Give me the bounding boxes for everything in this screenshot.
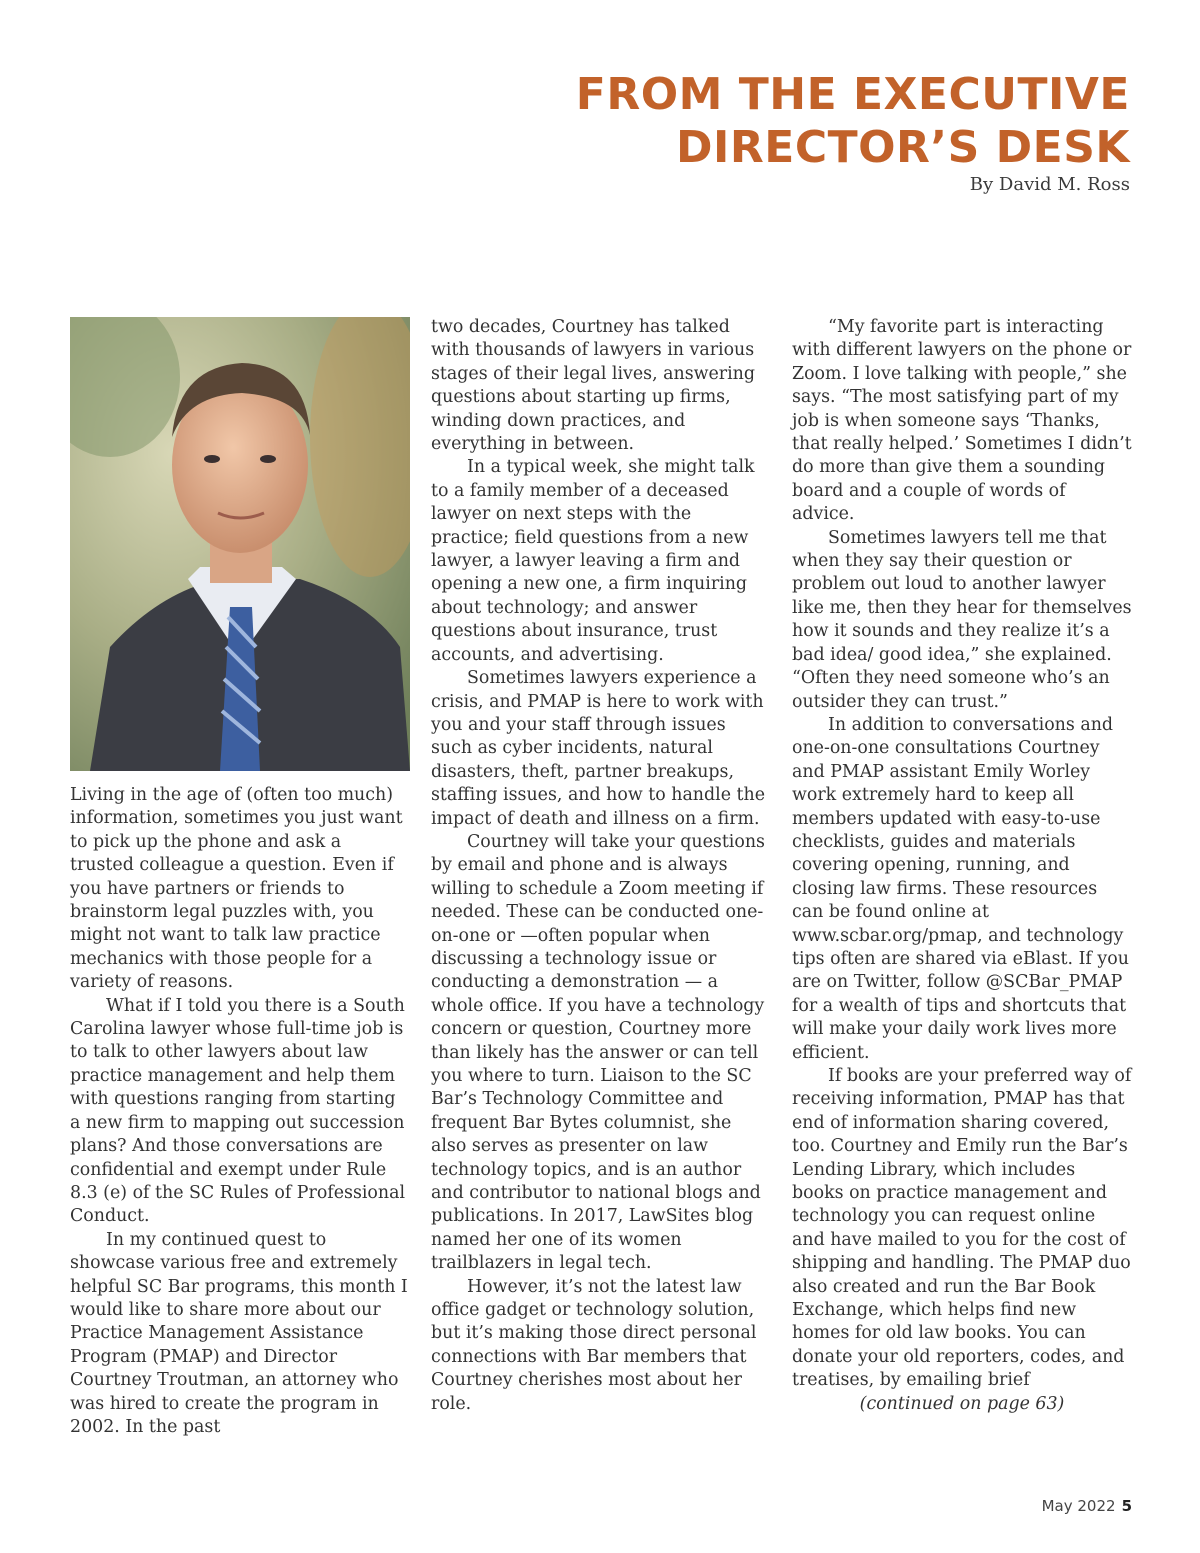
issue-date: May 2022 [1041, 1497, 1116, 1515]
title-line-1: FROM THE EXECUTIVE [575, 69, 1130, 120]
article-column-2 [431, 316, 771, 1416]
byline: By David M. Ross [969, 174, 1130, 195]
paragraph: Courtney will take your questions by email and phone and is always willing to schedule a Zoom meeting if needed. These can be conducted one-on-one or —often popular when discussing a technology issue or conducting a demonstration — a whole office. If you have a technology concern or question, Courtney more than likely has the answer or can tell you where to turn. Liaison to the SC Bar’s Technology Committee and frequent Bar Bytes columnist, she also serves as presenter on law technology topics, and is an author and contributor to national blogs and publications. In 2017, LawSites blog named her one of its women trailblazers in legal tech. [431, 831, 765, 1274]
paragraph: Living in the age of (often too much) information, sometimes you just want to pick up the phone and ask a trusted colleague a question. Even if you have partners or friends to brainstorm legal puzzles with, you might not want to talk law practice mechanics with those people for a variety of reasons. [70, 785, 403, 993]
title-line-2: DIRECTOR’S DESK [675, 122, 1130, 173]
paragraph: “My favorite part is interacting with different lawyers on the phone or Zoom. I love talking with people,” she says. “The most satisfying part of my job is when someone says ‘Thanks, that really helped.’ Sometimes I didn’t do more than give them a sounding board and a couple of words of advice. [792, 317, 1132, 525]
page-footer [1042, 1497, 1132, 1515]
paragraph [70, 1229, 410, 1440]
director-name: Courtney Troutman [70, 1370, 244, 1391]
continued-link[interactable]: (continued on page 63) [859, 1393, 1065, 1414]
paragraph: If books are your preferred way of receiving information, PMAP has that end of information sharing covered, too. Courtney and Emily run the Bar’s Lending Library, which includes books on practice management and technology you can request online and have mailed to you for the cost of shipping and handling. The PMAP duo also created and run the Bar Book Exchange, which helps find new homes for old law books. You can donate your old reporters, codes, and treatises, by emailing brief [792, 1066, 1132, 1391]
paragraph: However, it’s not the latest law office gadget or technology solution, but it’s making those direct personal connections with Bar members that Courtney cherishes most about her role. [431, 1276, 757, 1414]
author-portrait-photo [70, 317, 410, 771]
page-number: 5 [1121, 1497, 1132, 1515]
paragraph: Sometimes lawyers tell me that when they say their question or problem out loud to another lawyer like me, then they hear for themselves how it sounds and they realize it’s a bad idea/ good idea,” she explained. “Often they need someone who’s an outsider they can trust.” [792, 527, 1132, 712]
page-title [370, 68, 1130, 174]
paragraph: Sometimes lawyers experience a crisis, and PMAP is here to work with you and your staff through issues such as cyber incidents, natural disasters, theft, partner breakups, staffing issues, and how to handle the impact of death and illness on a firm. [431, 668, 766, 829]
paragraph: In addition to conversations and one-on-one consultations Courtney and PMAP assistant Emily Worley work extremely hard to keep all members updated with easy-to-use checklists, guides and materials covering opening, running, and closing law firms. These resources can be found online at www.scbar.org/pmap, and technology tips often are shared via eBlast. If you are on Twitter, follow @SCBar_PMAP for a wealth of tips and shortcuts that will make your daily work lives more efficient. [792, 714, 1129, 1063]
article-column-3 [792, 316, 1132, 1416]
paragraph: In a typical week, she might talk to a family member of a deceased lawyer on next steps with the practice; field questions from a new lawyer, a lawyer leaving a firm and opening a new one, a firm inquiring about technology; and answer questions about insurance, trust accounts, and advertising. [431, 457, 755, 665]
article-column-1 [70, 784, 410, 1439]
paragraph: What if I told you there is a South Carolina lawyer whose full-time job is to talk to other lawyers about law practice management and help them with questions ranging from starting a new firm to mapping out succession plans? And those conversations are confidential and exempt under Rule 8.3 (e) of the SC Rules of Professional Conduct. [70, 995, 406, 1227]
paragraph: two decades, Courtney has talked with thousands of lawyers in various stages of their legal lives, answering questions about starting up firms, winding down practices, and everything in between. [431, 317, 756, 455]
paragraph-text: In my continued quest to showcase various free and extremely helpful SC Bar programs, this month I would like to share more about our Practice Management Assistance Program (PMAP) and Director [70, 1229, 408, 1367]
paragraph-text: , an attorney who was hired to create the program in 2002. In the past [70, 1370, 399, 1437]
